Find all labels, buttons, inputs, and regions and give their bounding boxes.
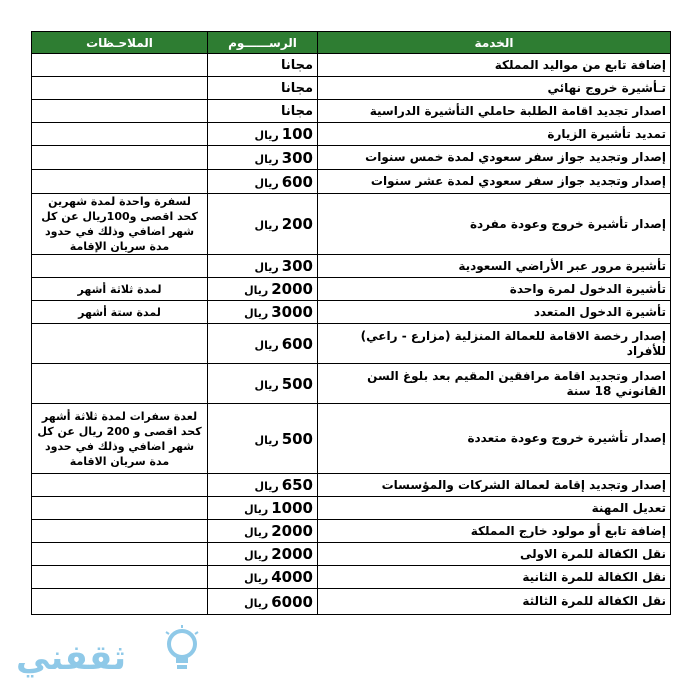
table-row: [32, 170, 671, 194]
fee-cell: [208, 497, 318, 520]
service-cell: تمديد تأشيرة الزيارة: [318, 123, 671, 146]
note-cell: [32, 100, 208, 123]
fee-amount: 300: [281, 148, 313, 167]
fee-free-label: مجانا: [280, 103, 313, 119]
fee-currency: ريال: [254, 338, 279, 352]
table-row: [32, 123, 671, 146]
logo-text: ثقفني: [16, 638, 126, 678]
service-cell: تأشيرة مرور عبر الأراضي السعودية: [318, 255, 671, 278]
fee-cell: [208, 54, 318, 77]
fee-amount: 600: [281, 172, 313, 191]
fee-amount: 2000: [271, 280, 313, 298]
fee-cell: [208, 170, 318, 194]
fee-currency: ريال: [254, 129, 279, 142]
fee-currency: ريال: [244, 549, 269, 562]
note-cell: [32, 146, 208, 170]
fee-amount: 500: [281, 429, 313, 448]
header-notes: الملاحـظات: [32, 32, 208, 54]
table-row: [32, 255, 671, 278]
fee-amount: 500: [281, 374, 313, 393]
table-row: [32, 566, 671, 589]
note-cell: [32, 324, 208, 364]
fee-amount: 650: [281, 476, 313, 494]
note-cell: لمدة ثلاثة أشهر: [32, 278, 208, 301]
service-cell: تعديل المهنة: [318, 497, 671, 520]
fee-cell: [208, 301, 318, 324]
fee-cell: [208, 474, 318, 497]
service-cell: نقل الكفالة للمرة الاولى: [318, 543, 671, 566]
fee-cell: [208, 123, 318, 146]
table-row: [32, 497, 671, 520]
fee-amount: 200: [281, 215, 313, 233]
header-service: الخدمة: [318, 32, 671, 54]
fee-cell: [208, 324, 318, 364]
table-row: [32, 324, 671, 364]
fee-amount: 4000: [271, 568, 313, 586]
table-row: [32, 100, 671, 123]
fee-cell: [208, 589, 318, 615]
service-cell: تـأشيرة خروج نهائي: [318, 77, 671, 100]
note-cell: [32, 255, 208, 278]
table-row: [32, 77, 671, 100]
header-fee: الرســــــوم: [208, 32, 318, 54]
fee-currency: ريال: [244, 307, 269, 320]
note-cell: [32, 497, 208, 520]
fee-currency: ريال: [254, 480, 279, 493]
note-cell: [32, 170, 208, 194]
fee-currency: ريال: [244, 503, 269, 516]
note-cell: [32, 566, 208, 589]
service-cell: اصدار تجديد اقامة الطلبة حاملي التأشيرة الدراسية: [318, 100, 671, 123]
service-cell: نقل الكفالة للمرة الثالثة: [318, 589, 671, 615]
note-cell: [32, 520, 208, 543]
table-row: [32, 589, 671, 615]
note-cell: [32, 474, 208, 497]
service-cell: اصدار وتجديد اقامة مرافقين المقيم بعد بلوغ السن القانوني 18 سنة: [318, 364, 671, 404]
fee-currency: ريال: [254, 176, 279, 190]
table-row: [32, 54, 671, 77]
note-cell: [32, 543, 208, 566]
fee-currency: ريال: [244, 526, 269, 539]
service-cell: إصدار تأشيرة خروج وعودة متعددة: [318, 404, 671, 474]
fee-cell: [208, 146, 318, 170]
fee-cell: [208, 566, 318, 589]
table-row: [32, 278, 671, 301]
fee-cell: [208, 543, 318, 566]
service-cell: إضافة تابع أو مولود خارج المملكة: [318, 520, 671, 543]
table-row: [32, 474, 671, 497]
service-cell: إصدار وتجديد إقامة لعمالة الشركات والمؤسسات: [318, 474, 671, 497]
fee-currency: ريال: [254, 219, 279, 232]
service-cell: إصدار وتجديد جواز سفر سعودي لمدة خمس سنوات: [318, 146, 671, 170]
fee-cell: [208, 404, 318, 474]
table-row: [32, 364, 671, 404]
fee-cell: [208, 364, 318, 404]
fee-cell: [208, 77, 318, 100]
table-body: [32, 54, 671, 615]
fee-amount: 2000: [271, 545, 313, 563]
fee-amount: 100: [281, 125, 313, 143]
note-cell: [32, 123, 208, 146]
site-logo: [14, 622, 204, 682]
fees-table: [31, 31, 671, 615]
fee-cell: [208, 255, 318, 278]
service-cell: إضافة تابع من مواليد المملكة: [318, 54, 671, 77]
fee-currency: ريال: [254, 261, 279, 274]
fee-amount: 300: [281, 257, 313, 275]
note-cell: لمدة ستة أشهر: [32, 301, 208, 324]
fee-amount: 6000: [271, 592, 313, 611]
table-row: [32, 301, 671, 324]
fee-cell: [208, 278, 318, 301]
table-row: [32, 194, 671, 255]
fee-amount: 3000: [271, 303, 313, 321]
fee-cell: [208, 520, 318, 543]
service-cell: إصدار وتجديد جواز سفر سعودي لمدة عشر سنوات: [318, 170, 671, 194]
service-cell: إصدار تأشيرة خروج وعودة مفردة: [318, 194, 671, 255]
table-row: [32, 520, 671, 543]
fee-amount: 600: [281, 334, 313, 353]
fee-currency: ريال: [254, 433, 279, 447]
service-cell: تأشيرة الدخول لمرة واحدة: [318, 278, 671, 301]
lightbulb-icon: [162, 624, 202, 676]
table-row: [32, 404, 671, 474]
fee-currency: ريال: [254, 378, 279, 392]
fee-currency: ريال: [244, 572, 269, 585]
fee-cell: [208, 194, 318, 255]
note-cell: [32, 589, 208, 615]
service-cell: نقل الكفالة للمرة الثانية: [318, 566, 671, 589]
service-cell: إصدار رخصة الاقامة للعمالة المنزلية (مزارع - راعي) للأفراد: [318, 324, 671, 364]
fee-amount: 1000: [271, 499, 313, 517]
fee-cell: [208, 100, 318, 123]
note-cell: [32, 54, 208, 77]
note-cell: [32, 77, 208, 100]
note-cell: لعدة سفرات لمدة ثلاثة أشهر كحد اقصى و 200 ريال عن كل شهر اضافي وذلك في حدود مدة سريان الاقامة: [32, 404, 208, 474]
table-header-row: [32, 32, 671, 54]
fee-free-label: مجانا: [280, 80, 313, 96]
fee-free-label: مجانا: [280, 57, 313, 73]
note-cell: لسفرة واحدة لمدة شهرين كحد اقصى و100ريال عن كل شهر اضافي وذلك في حدود مدة سريان الإقامة: [32, 194, 208, 255]
fee-amount: 2000: [271, 522, 313, 540]
note-cell: [32, 364, 208, 404]
fee-currency: ريال: [244, 284, 269, 297]
table-row: [32, 146, 671, 170]
service-cell: تأشيرة الدخول المتعدد: [318, 301, 671, 324]
fee-currency: ريال: [244, 596, 269, 610]
fee-currency: ريال: [254, 152, 279, 166]
table-row: [32, 543, 671, 566]
